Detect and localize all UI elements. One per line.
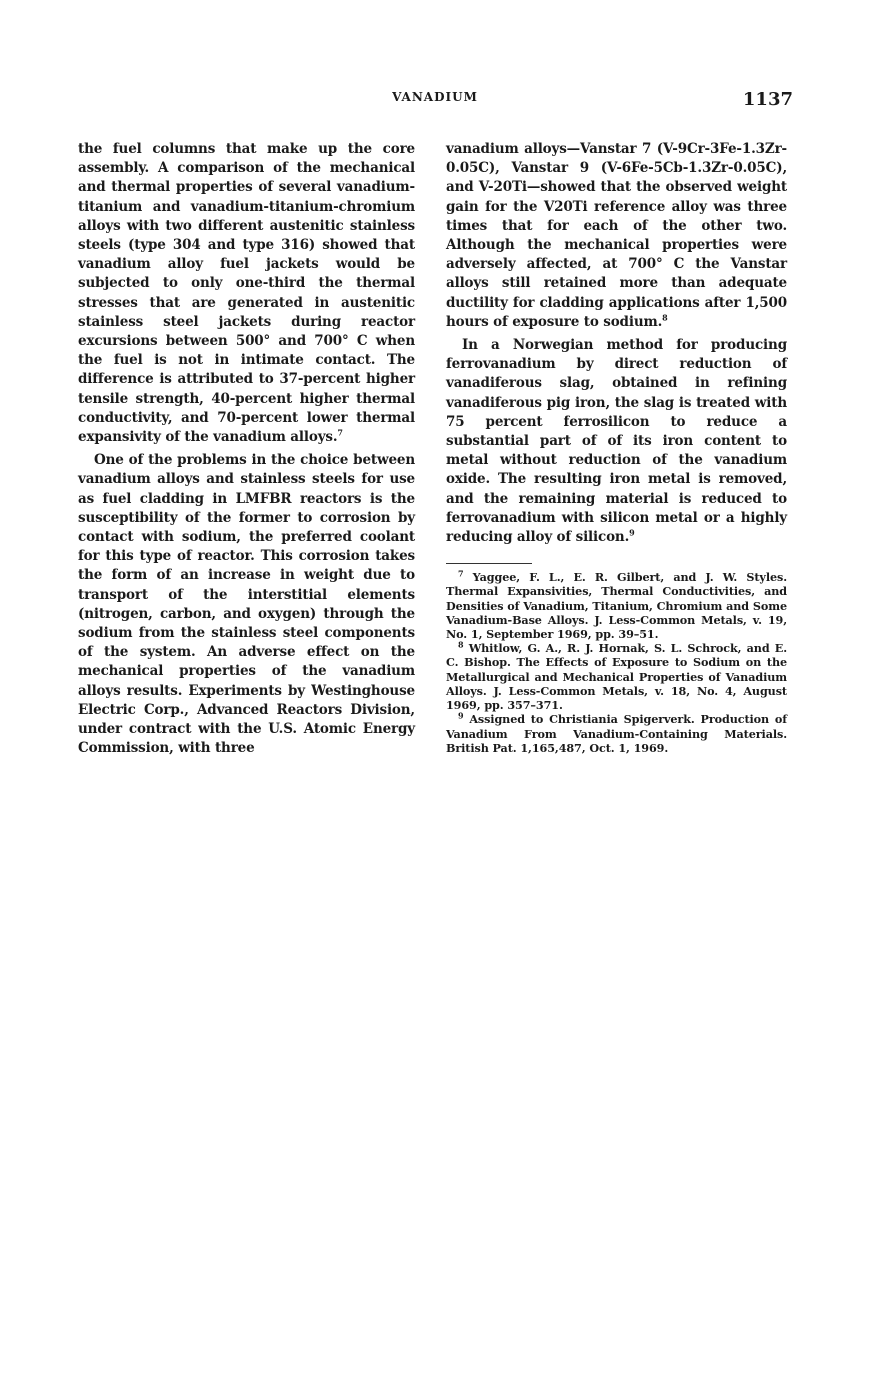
right-paragraph-2 (446, 336, 787, 547)
left-paragraph-2: One of the problems in the choice between vanadium alloys and stainless steels for use as fuel cladding in LMFBR reactors is the susceptibility of the former to corrosion by contact with sodium, the preferred coolant for this type of reactor. This corrosion takes the form of an increase in weight due to transport of the interstitial elements (nitrogen, carbon, and oxygen) through the sodium from the stainless steel components of the system. An adverse effect on the mechanical properties of the vanadium alloys results. Experiments by Westinghouse Electric Corp., Advanced Reactors Division, under contract with the U.S. Atomic Energy Commission, with three (78, 452, 415, 757)
footnote-mark: 8 (458, 639, 464, 650)
footnote-mark: 7 (458, 568, 464, 579)
footnote-divider (446, 563, 532, 564)
page-number: 1137 (742, 89, 793, 110)
left-paragraph-1 (78, 140, 415, 447)
right-paragraph-1-text: vanadium alloys—Vanstar 7 (V-9Cr-3Fe-1.3Zr-0.05C), Vanstar 9 (V-6Fe-5Cb-1.3Zr-0.05C), and V-20Ti—showed that the observed weight gain for the V20Ti reference alloy was three times that for each of the other two. Although the mechanical properties were adversely affected, at 700° C the Vanstar alloys still retained more than adequate ductility for cladding applications after 1,500 hours of exposure to sodium. (446, 141, 787, 330)
footnote-mark: 9 (458, 710, 464, 721)
reference-marker: 8 (662, 312, 668, 323)
running-title: VANADIUM (392, 90, 478, 104)
footnote-text: Whitlow, G. A., R. J. Hornak, S. L. Schrock, and E. C. Bishop. The Effects of Exposure to Sodium on the Metallurgical and Mechanical Properties of Vanadium Alloys. J. Less-Common Metals, v. 18, No. 4, August 1969, pp. 357–371. (446, 641, 787, 713)
footnotes (446, 570, 787, 755)
right-paragraph-2-text: In a Norwegian method for producing ferrovanadium by direct reduction of vanadiferous slag, obtained in refining vanadiferous pig iron, the slag is treated with 75 percent ferrosilicon to reduce a substantial part of of its iron content to metal without reduction of the vanadium oxide. The resulting iron metal is removed, and the remaining material is reduced to ferrovanadium with silicon metal or a highly reducing alloy of silicon. (446, 337, 787, 546)
footnote-text: Assigned to Christiania Spigerverk. Production of Vanadium From Vanadium-Containing Materials. British Pat. 1,165,487, Oct. 1, 1969. (446, 712, 787, 755)
footnote (446, 570, 787, 641)
footnote-text: Yaggee, F. L., E. R. Gilbert, and J. W. Styles. Thermal Expansivities, Thermal Conductivities, and Densities of Vanadium, Titanium, Chromium and Some Vanadium-Base Alloys. J. Less-Common Metals, v. 19, No. 1, September 1969, pp. 39–51. (446, 570, 787, 642)
right-column (446, 140, 787, 755)
left-paragraph-1-text: the fuel columns that make up the core assembly. A comparison of the mechanical and thermal properties of several vanadium-titanium and vanadium-titanium-chromium alloys with two different austenitic stainless steels (type 304 and type 316) showed that vanadium alloy fuel jackets would be subjected to only one-third the thermal stresses that are generated in austenitic stainless steel jackets during reactor excursions between 500° and 700° C when the fuel is not in intimate contact. The difference is attributed to 37-percent higher tensile strength, 40-percent higher thermal conductivity, and 70-percent lower thermal expansivity of the vanadium alloys. (78, 141, 415, 446)
left-column (78, 140, 415, 759)
right-paragraph-1 (446, 140, 787, 332)
reference-marker: 7 (337, 427, 343, 438)
footnote (446, 712, 787, 755)
footnote (446, 641, 787, 712)
reference-marker: 9 (629, 527, 635, 538)
